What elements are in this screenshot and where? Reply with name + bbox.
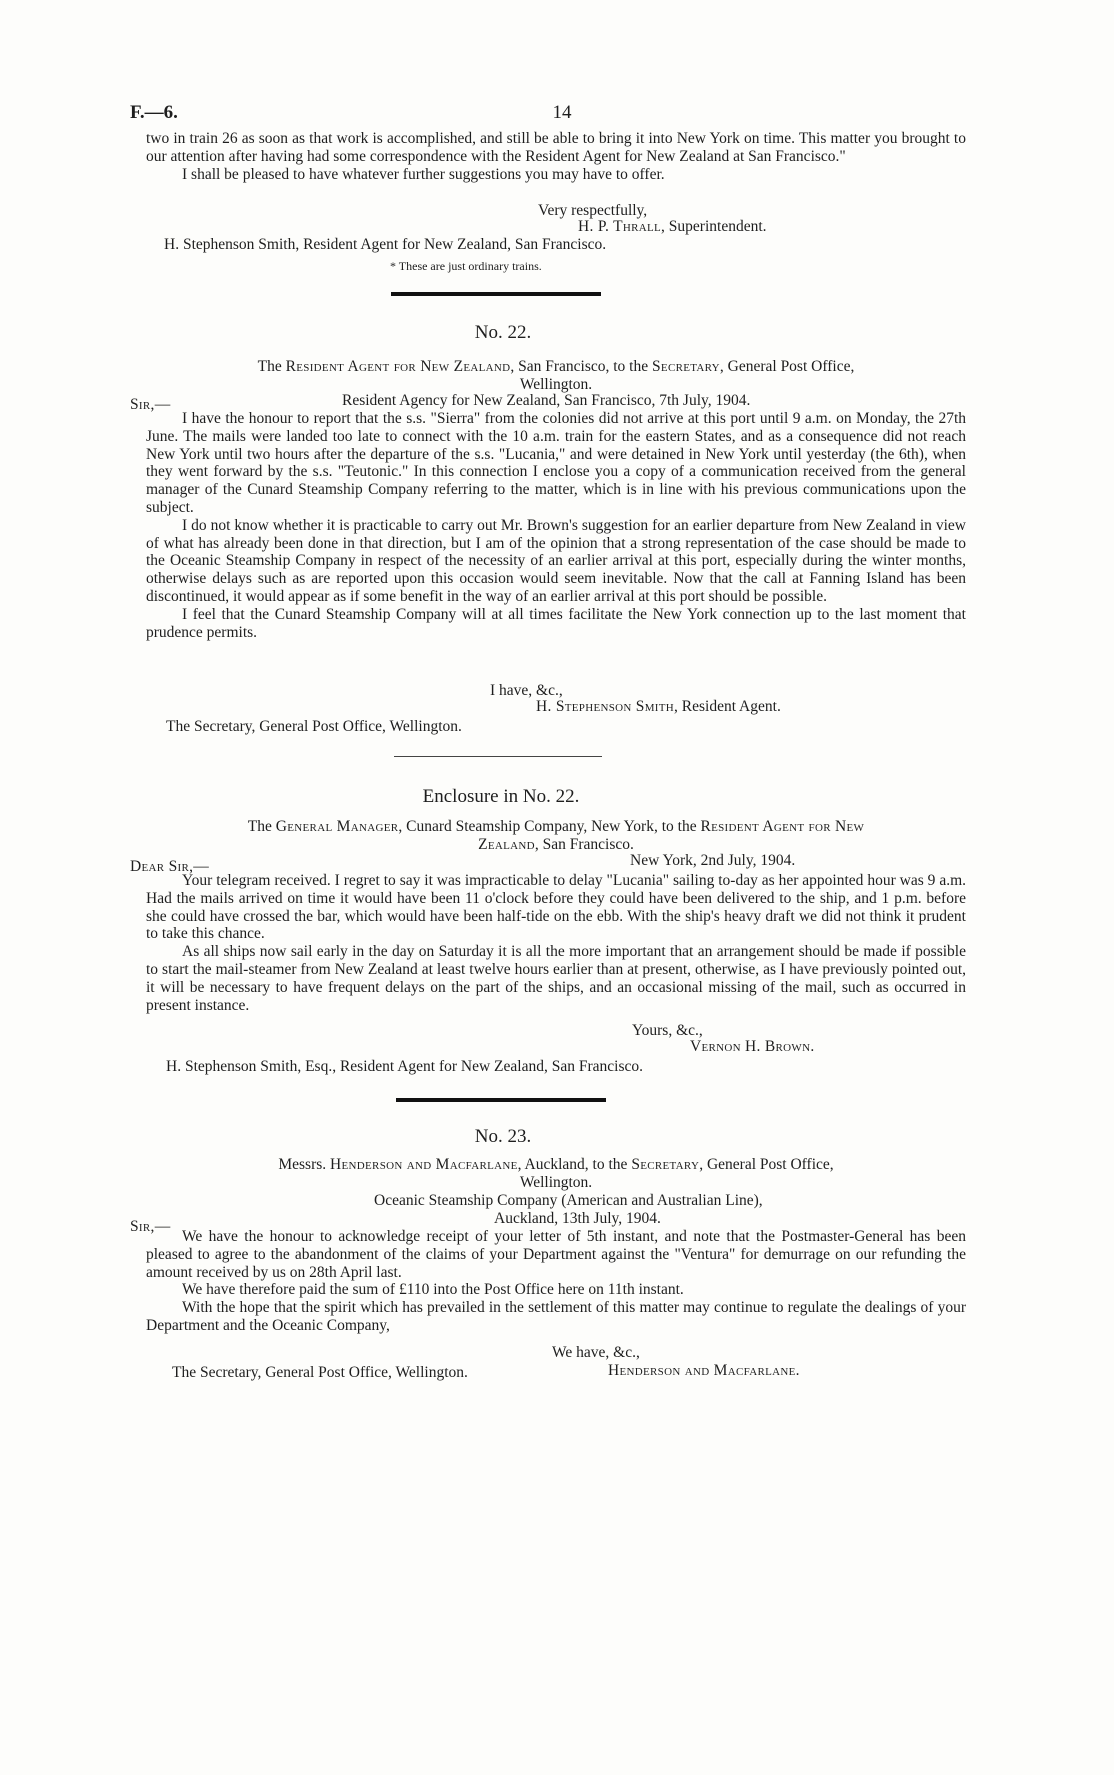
address-rest: , General Post Office, <box>719 358 855 375</box>
no23-address <box>146 1156 966 1192</box>
enclosure-closing: Yours, &c., <box>632 1022 703 1039</box>
no22-body <box>146 410 966 641</box>
address-the: The <box>247 818 272 835</box>
no23-closing: We have, &c., <box>552 1344 640 1361</box>
no23-salutation: Sir,— <box>130 1218 171 1235</box>
address-rest: , General Post Office, <box>699 1156 834 1173</box>
no22-para-3: I feel that the Cunard Steamship Company will at all times facilitate the New York connection up to the last moment that prudence permits. <box>146 605 966 641</box>
no22-address-line-1 <box>146 358 966 376</box>
signature-name: H. Stephenson Smith <box>536 698 675 715</box>
no23-para-1: We have the honour to acknowledge receipt of your letter of 5th instant, and note that the Postmaster-General has been pleased to agree to the abandonment of the claims of your Department against the "Ventura" for demurrage on our refunding the amount received by us on 28th April last. <box>146 1228 966 1281</box>
no23-addressee: The Secretary, General Post Office, Wellington. <box>172 1364 468 1381</box>
top-letter-closing: Very respectfully, <box>538 202 648 219</box>
no22-dateline: Resident Agency for New Zealand, San Francisco, 7th July, 1904. <box>342 392 751 409</box>
enclosure-address-line-2 <box>146 836 966 854</box>
no23-para-2: We have therefore paid the sum of £110 into the Post Office here on 11th instant. <box>182 1281 684 1299</box>
enclosure-heading: Enclosure in No. 22. <box>422 786 580 807</box>
enclosure-signature: Vernon H. Brown. <box>690 1038 815 1055</box>
address-mid: , San Francisco, to the <box>510 358 649 375</box>
no22-signature <box>536 698 781 716</box>
no22-addressee: The Secretary, General Post Office, Wellington. <box>166 718 462 735</box>
no23-body <box>146 1228 966 1335</box>
address-line2-sc: Zealand <box>478 835 535 853</box>
address-mid: , Auckland, to the <box>517 1156 628 1173</box>
no22-para-1: I have the honour to report that the s.s. "Sierra" from the colonies did not arrive at this port until 9 a.m. on Monday, the 27th June. The mails were landed too late to connect with the 10 a.m. train for the eastern States, and as a consequence did not reach New York until two hours after the departure of the s.s. "Lucania," and were detained in New York until yesterday (the 6th), when they went forward by the s.s. "Teutonic." In this connection I enclose you a copy of a communication received from the general manager of the Cunard Steamship Company referring to the matter, which is in line with his previous communications upon the subject. <box>146 410 966 516</box>
no23-heading: No. 23. <box>474 1126 532 1147</box>
address-line2-rest: , San Francisco. <box>534 835 634 853</box>
no23-dateline-1: Oceanic Steamship Company (American and Australian Line), <box>374 1192 763 1209</box>
address-to: Secretary <box>631 1156 700 1173</box>
section-divider-thin <box>394 756 602 757</box>
top-letter-body <box>146 130 966 183</box>
no22-para-2: I do not know whether it is practicable to carry out Mr. Brown's suggestion for an earlier departure from New Zealand in view of what has already been done in that direction, but I am of the opinion that a strong representation of the case should be made to the Oceanic Steamship Company in respect of the necessity of an earlier arrival at this port, especially during the winter months, otherwise delays such as are reported upon this occasion would seem inevitable. Now that the call at Fanning Island has been discontinued, it would appear as if some benefit in the way of an earlier arrival at this port should be possible. <box>146 516 966 605</box>
section-divider <box>391 292 601 296</box>
no22-address <box>146 358 966 394</box>
address-from: General Manager <box>275 818 399 835</box>
address-to: Secretary <box>652 358 720 375</box>
no23-signature: Henderson and Macfarlane. <box>608 1362 800 1379</box>
page-header <box>130 104 982 128</box>
top-letter-addressee: H. Stephenson Smith, Resident Agent for New Zealand, San Francisco. <box>164 236 607 253</box>
signature-title: , Resident Agent. <box>674 698 781 715</box>
no22-address-line-2: Wellington. <box>519 375 593 393</box>
document-code: F.—6. <box>130 102 178 123</box>
top-letter-para-2: I shall be pleased to have whatever further suggestions you may have to offer. <box>182 165 665 183</box>
top-letter-signature <box>578 218 767 236</box>
no22-salutation: Sir,— <box>130 396 171 413</box>
enclosure-para-2: As all ships now sail early in the day on Saturday it is all the more important that an arrangement should be made if possible to start the mail-steamer from New Zealand at least twelve hours earlier than at present, otherwise, as I have previously pointed out, it will be necessary to have frequent delays on the part of the ships, and an occasional missing of the mail, such as occurred in present instance. <box>146 943 966 1014</box>
footnote: * These are just ordinary trains. <box>390 259 542 273</box>
address-from: Henderson and Macfarlane <box>330 1156 518 1173</box>
enclosure-para-1: Your telegram received. I regret to say it was impracticable to delay "Lucania" sailing to-day as her appointed hour was 9 a.m. Had the mails arrived on time it would have been 11 o'clock before they could have been delivered to the ship, and 1 p.m. before she could have crossed the bar, which would have been half-tide on the ebb. With the ship's heavy draft we did not think it prudent to take this chance. <box>146 872 966 943</box>
enclosure-address-line-1 <box>146 818 966 836</box>
address-to: Resident Agent for New <box>700 818 865 835</box>
enclosure-body <box>146 872 966 1014</box>
signature-title: , Superintendent. <box>661 218 767 235</box>
enclosure-address <box>146 818 966 854</box>
enclosure-addressee: H. Stephenson Smith, Esq., Resident Agent for New Zealand, San Francisco. <box>166 1058 643 1075</box>
no23-address-line-2: Wellington. <box>519 1173 593 1191</box>
no23-address-line-1 <box>146 1156 966 1174</box>
no23-dateline-2: Auckland, 13th July, 1904. <box>494 1210 661 1227</box>
section-divider <box>396 1098 606 1102</box>
address-from: Resident Agent for New Zealand <box>285 358 511 375</box>
no22-heading: No. 22. <box>474 322 532 343</box>
no23-para-3: With the hope that the spirit which has prevailed in the settlement of this matter may continue to regulate the dealings of your Department and the Oceanic Company, <box>146 1299 966 1334</box>
address-the: The <box>257 358 282 375</box>
address-mid: , Cunard Steamship Company, New York, to the <box>398 818 697 835</box>
top-letter-para-1: two in train 26 as soon as that work is accomplished, and still be able to bring it into New York on time. This matter you brought to our attention after having had some correspondence with the Resident Agent for New Zealand at San Francisco." <box>146 130 966 165</box>
enclosure-salutation: Dear Sir,— <box>130 858 210 875</box>
signature-name: H. P. Thrall <box>578 218 662 235</box>
enclosure-dateline: New York, 2nd July, 1904. <box>630 852 796 869</box>
page-number: 14 <box>552 102 572 123</box>
address-messrs: Messrs. <box>278 1156 327 1173</box>
no22-closing: I have, &c., <box>490 682 563 699</box>
